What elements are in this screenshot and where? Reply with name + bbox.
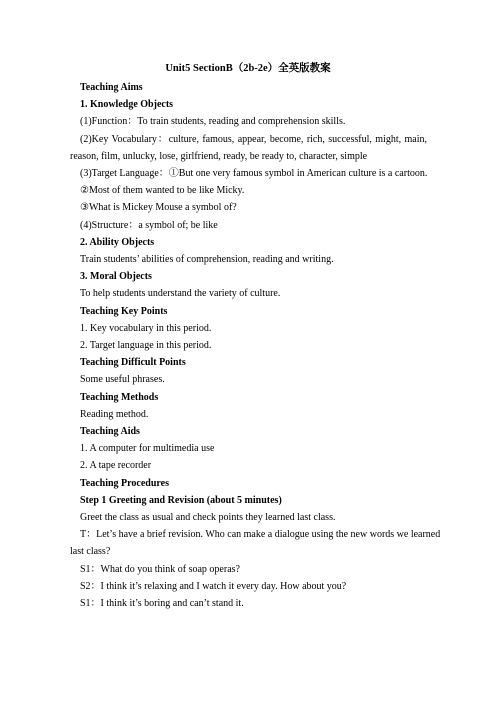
heading-knowledge-objects: 1. Knowledge Objects [80,99,174,111]
heading-step-1: Step 1 Greeting and Revision (about 5 minutes) [80,494,282,506]
text-key-point-1: 1. Key vocabulary in this period. [80,322,212,334]
document-title: Unit5 SectionB（2b-2e）全英版教案 [165,63,331,74]
text-target-2: ②Most of them wanted to be like Micky. [80,185,245,197]
text-structure: (4)Structure：a symbol of; be like [80,219,218,231]
heading-aids: Teaching Aids [80,426,140,438]
text-target-3: ③What is Mickey Mouse a symbol of? [80,202,237,214]
text-step-1: Greet the class as usual and check points they learned last class. [80,512,336,524]
heading-ability-objects: 2. Ability Objects [80,236,155,248]
heading-methods: Teaching Methods [80,391,159,403]
text-difficult: Some useful phrases. [80,374,165,386]
heading-key-points: Teaching Key Points [80,305,168,317]
text-function: (1)Function：To train students, reading and comprehension skills. [80,116,346,128]
key-vocabulary-line-2: reason, film, unlucky, lose, girlfriend, ready, be ready to, character, simple [70,150,368,162]
text-target-language: (3)Target Language：①But one very famous symbol in American culture is a cartoon. [80,168,428,180]
heading-difficult-points: Teaching Difficult Points [80,357,186,369]
heading-moral-objects: 3. Moral Objects [80,271,152,283]
text-methods: Reading method. [80,408,149,420]
text-aid-1: 1. A computer for multimedia use [80,443,215,455]
heading-procedures: Teaching Procedures [80,477,169,489]
heading-teaching-aims: Teaching Aims [80,82,143,93]
text-dialogue-s1-a: S1：What do you think of soap operas? [80,563,240,575]
teacher-prompt-line-1: T：Let’s have a brief revision. Who can make a dialogue using the new words we learned [80,529,441,541]
text-moral: To help students understand the variety of culture. [80,288,281,300]
teacher-prompt-line-2: last class? [70,546,111,558]
key-vocabulary-line-1: (2)Key Vocabulary：culture, famous, appear, become, rich, successful, might, main, [80,133,427,145]
text-ability: Train students’ abilities of comprehension, reading and writing. [80,254,334,266]
text-key-vocabulary [70,131,427,165]
text-key-point-2: 2. Target language in this period. [80,340,212,352]
text-dialogue-s1-b: S1：I think it’s boring and can’t stand it. [80,598,244,610]
document-body [70,79,441,612]
text-aid-2: 2. A tape recorder [80,460,152,472]
text-dialogue-s2: S2：I think it’s relaxing and I watch it every day. How about you? [80,580,347,592]
text-teacher-prompt [70,526,441,560]
